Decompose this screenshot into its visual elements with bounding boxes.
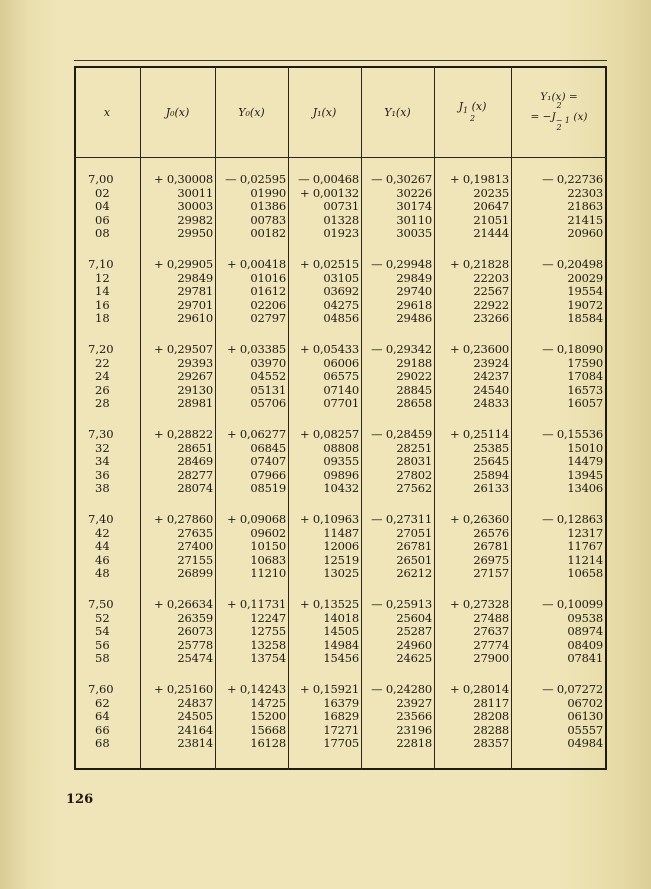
x-value-cell: 26 [95, 382, 110, 397]
j1-value-cell: 03105 [323, 270, 359, 285]
x-value-cell: 64 [95, 709, 110, 724]
jh-value-cell: 27637 [473, 624, 509, 639]
jh-value-cell: 20235 [473, 185, 509, 200]
x-value-cell: 06 [95, 212, 110, 227]
j0-value-cell: 27155 [177, 552, 213, 567]
y1-value-cell: 27802 [396, 467, 432, 482]
header-j1: J₁(x) [312, 105, 337, 119]
j0-value-cell: 24837 [177, 695, 213, 710]
yh-value-cell: 12317 [567, 525, 603, 540]
jh-value-cell: 21051 [473, 212, 509, 227]
y1-value-cell: 26501 [396, 552, 432, 567]
j0-value-cell: 27400 [177, 539, 213, 554]
j1-value-cell: 16829 [323, 709, 359, 724]
x-value-cell: 58 [95, 651, 110, 666]
y0-value-cell: 02206 [250, 297, 286, 312]
j0-value-cell: 30011 [177, 185, 213, 200]
j1-value-cell: 06006 [323, 355, 359, 370]
jh-value-cell: 28208 [473, 709, 509, 724]
y0-value-cell: 01612 [250, 284, 286, 299]
y0-value-cell: 05131 [250, 382, 286, 397]
jh-value-cell: 23924 [473, 355, 509, 370]
y0-value-cell: 10150 [250, 539, 286, 554]
yh-value-cell: 08974 [567, 624, 603, 639]
jh-value-cell: 28288 [473, 722, 509, 737]
jh-value-cell: 26975 [473, 552, 509, 567]
y1-value-cell: 22818 [396, 736, 432, 751]
y1-value-cell: 30110 [396, 212, 432, 227]
x-value-cell: 34 [95, 454, 110, 469]
y0-value-cell: 15200 [250, 709, 286, 724]
j1-value-cell: 03692 [323, 284, 359, 299]
x-value-cell: 52 [95, 610, 110, 625]
y0-value-cell: 07966 [250, 467, 286, 482]
j0-value-cell: + 0,29507 [153, 342, 213, 356]
x-value-cell: 08 [95, 226, 110, 241]
yh-value-cell: — 0,07272 [542, 682, 603, 696]
column-divider [288, 66, 289, 770]
y1-value-cell: 29740 [396, 284, 432, 299]
yh-value-cell: 06702 [567, 695, 603, 710]
j1-value-cell: 13025 [323, 566, 359, 581]
y1-value-cell: 23196 [396, 722, 432, 737]
j0-value-cell: 24164 [177, 722, 213, 737]
y1-value-cell: 28251 [396, 440, 432, 455]
j0-value-cell: 28981 [177, 396, 213, 411]
y0-value-cell: 03970 [250, 355, 286, 370]
jh-value-cell: 26781 [473, 539, 509, 554]
y1-value-cell: 25604 [396, 610, 432, 625]
jh-value-cell: 22567 [473, 284, 509, 299]
yh-value-cell: 15010 [567, 440, 603, 455]
y1-value-cell: — 0,29948 [371, 257, 432, 271]
yh-value-cell: 08409 [567, 637, 603, 652]
y1-value-cell: 27051 [396, 525, 432, 540]
jh-value-cell: 23266 [473, 311, 509, 326]
top-rule [74, 60, 607, 62]
j0-value-cell: 28651 [177, 440, 213, 455]
x-value-cell: 7,20 [88, 342, 114, 356]
y0-value-cell: 11210 [250, 566, 286, 581]
j1-value-cell: 14018 [323, 610, 359, 625]
j1-value-cell: 01328 [323, 212, 359, 227]
y1-value-cell: 29849 [396, 270, 432, 285]
column-divider [215, 66, 216, 770]
j1-value-cell: + 0,02515 [299, 257, 359, 271]
jh-value-cell: 26133 [473, 481, 509, 496]
jh-value-cell: 25894 [473, 467, 509, 482]
j1-value-cell: 04275 [323, 297, 359, 312]
j0-value-cell: + 0,26634 [153, 597, 213, 611]
j0-value-cell: + 0,25160 [153, 682, 213, 696]
jh-value-cell: + 0,25114 [449, 427, 509, 441]
x-value-cell: 7,50 [88, 597, 114, 611]
j0-value-cell: 29701 [177, 297, 213, 312]
y1-value-cell: — 0,27311 [371, 512, 432, 526]
x-value-cell: 56 [95, 637, 110, 652]
y0-value-cell: + 0,14243 [226, 682, 286, 696]
y1-value-cell: — 0,25913 [371, 597, 432, 611]
column-divider [511, 66, 512, 770]
j0-value-cell: + 0,28822 [153, 427, 213, 441]
j1-value-cell: 07701 [323, 396, 359, 411]
x-value-cell: 62 [95, 695, 110, 710]
y1-value-cell: 29188 [396, 355, 432, 370]
j1-value-cell: + 0,10963 [299, 512, 359, 526]
j0-value-cell: 29610 [177, 311, 213, 326]
jh-value-cell: 25645 [473, 454, 509, 469]
x-value-cell: 48 [95, 566, 110, 581]
y1-value-cell: — 0,24280 [371, 682, 432, 696]
y1-value-cell: 23927 [396, 695, 432, 710]
yh-value-cell: 21863 [567, 199, 603, 214]
j1-value-cell: + 0,15921 [299, 682, 359, 696]
j0-value-cell: 23814 [177, 736, 213, 751]
y0-value-cell: 12755 [250, 624, 286, 639]
x-value-cell: 16 [95, 297, 110, 312]
y1-value-cell: — 0,28459 [371, 427, 432, 441]
y0-value-cell: 05706 [250, 396, 286, 411]
y1-value-cell: 25287 [396, 624, 432, 639]
j1-value-cell: + 0,13525 [299, 597, 359, 611]
j0-value-cell: 28074 [177, 481, 213, 496]
jh-value-cell: 28357 [473, 736, 509, 751]
j0-value-cell: 29849 [177, 270, 213, 285]
x-value-cell: 7,60 [88, 682, 114, 696]
y0-value-cell: 12247 [250, 610, 286, 625]
y0-value-cell: 01386 [250, 199, 286, 214]
j1-value-cell: 17705 [323, 736, 359, 751]
x-value-cell: 02 [95, 185, 110, 200]
j0-value-cell: 29130 [177, 382, 213, 397]
j1-value-cell: 12519 [323, 552, 359, 567]
yh-value-cell: — 0,20498 [542, 257, 603, 271]
x-value-cell: 7,30 [88, 427, 114, 441]
yh-value-cell: 06130 [567, 709, 603, 724]
yh-value-cell: 05557 [567, 722, 603, 737]
jh-value-cell: 27157 [473, 566, 509, 581]
y0-value-cell: 01016 [250, 270, 286, 285]
j0-value-cell: 29982 [177, 212, 213, 227]
j0-value-cell: 26899 [177, 566, 213, 581]
y0-value-cell: 16128 [250, 736, 286, 751]
y0-value-cell: 09602 [250, 525, 286, 540]
yh-value-cell: 10658 [567, 566, 603, 581]
x-value-cell: 28 [95, 396, 110, 411]
j1-value-cell: 09896 [323, 467, 359, 482]
j1-value-cell: — 0,00468 [298, 172, 359, 186]
y0-value-cell: 06845 [250, 440, 286, 455]
x-value-cell: 36 [95, 467, 110, 482]
yh-value-cell: — 0,18090 [542, 342, 603, 356]
jh-value-cell: + 0,19813 [449, 172, 509, 186]
y1-value-cell: 27562 [396, 481, 432, 496]
header-y0: Y₀(x) [238, 105, 265, 119]
j0-value-cell: 28469 [177, 454, 213, 469]
y0-value-cell: 13258 [250, 637, 286, 652]
jh-value-cell: 24833 [473, 396, 509, 411]
jh-value-cell: + 0,27328 [449, 597, 509, 611]
column-divider [140, 66, 141, 770]
x-value-cell: 7,10 [88, 257, 114, 271]
j1-value-cell: 16379 [323, 695, 359, 710]
j0-value-cell: + 0,29905 [153, 257, 213, 271]
x-value-cell: 7,00 [88, 172, 114, 186]
jh-value-cell: 21444 [473, 226, 509, 241]
yh-value-cell: 13406 [567, 481, 603, 496]
jh-value-cell: 28117 [473, 695, 509, 710]
x-value-cell: 54 [95, 624, 110, 639]
x-value-cell: 38 [95, 481, 110, 496]
y0-value-cell: + 0,09068 [226, 512, 286, 526]
column-divider [434, 66, 435, 770]
yh-value-cell: 17084 [567, 369, 603, 384]
j0-value-cell: 30003 [177, 199, 213, 214]
jh-value-cell: + 0,21828 [449, 257, 509, 271]
jh-value-cell: 27900 [473, 651, 509, 666]
j0-value-cell: 28277 [177, 467, 213, 482]
y1-value-cell: 30226 [396, 185, 432, 200]
y1-value-cell: 29618 [396, 297, 432, 312]
x-value-cell: 14 [95, 284, 110, 299]
header-j0: J₀(x) [165, 105, 190, 119]
x-value-cell: 42 [95, 525, 110, 540]
yh-value-cell: 20029 [567, 270, 603, 285]
j0-value-cell: 29781 [177, 284, 213, 299]
y0-value-cell: + 0,11731 [226, 597, 286, 611]
yh-value-cell: 14479 [567, 454, 603, 469]
j0-value-cell: 26073 [177, 624, 213, 639]
x-value-cell: 32 [95, 440, 110, 455]
x-value-cell: 18 [95, 311, 110, 326]
yh-value-cell: 20960 [567, 226, 603, 241]
j1-value-cell: 06575 [323, 369, 359, 384]
yh-value-cell: 19072 [567, 297, 603, 312]
y0-value-cell: 00182 [250, 226, 286, 241]
x-value-cell: 44 [95, 539, 110, 554]
header-x: x [103, 105, 111, 119]
j1-value-cell: 12006 [323, 539, 359, 554]
jh-value-cell: 25385 [473, 440, 509, 455]
j0-value-cell: 25778 [177, 637, 213, 652]
jh-value-cell: + 0,23600 [449, 342, 509, 356]
y0-value-cell: 07407 [250, 454, 286, 469]
j1-value-cell: 07140 [323, 382, 359, 397]
yh-value-cell: — 0,15536 [542, 427, 603, 441]
yh-value-cell: 13945 [567, 467, 603, 482]
j0-value-cell: + 0,27860 [153, 512, 213, 526]
y0-value-cell: — 0,02595 [225, 172, 286, 186]
header-y-half: Y₁(x) = 2 = $-J_{- 1}$ (x) 2 [530, 91, 588, 133]
x-value-cell: 7,40 [88, 512, 114, 526]
yh-value-cell: 22303 [567, 185, 603, 200]
yh-value-cell: 16573 [567, 382, 603, 397]
j1-value-cell: 15456 [323, 651, 359, 666]
y0-value-cell: 02797 [250, 311, 286, 326]
yh-value-cell: — 0,22736 [542, 172, 603, 186]
j1-value-cell: 08808 [323, 440, 359, 455]
jh-value-cell: 22922 [473, 297, 509, 312]
yh-value-cell: 16057 [567, 396, 603, 411]
j0-value-cell: 29267 [177, 369, 213, 384]
y1-value-cell: 28845 [396, 382, 432, 397]
y1-value-cell: — 0,29342 [371, 342, 432, 356]
yh-value-cell: 07841 [567, 651, 603, 666]
j1-value-cell: 09355 [323, 454, 359, 469]
y0-value-cell: + 0,06277 [226, 427, 286, 441]
yh-value-cell: — 0,10099 [542, 597, 603, 611]
jh-value-cell: 26576 [473, 525, 509, 540]
header-rule [74, 157, 607, 158]
yh-value-cell: 11214 [567, 552, 603, 567]
jh-value-cell: + 0,28014 [449, 682, 509, 696]
y1-value-cell: 29486 [396, 311, 432, 326]
y0-value-cell: 08519 [250, 481, 286, 496]
j0-value-cell: 26359 [177, 610, 213, 625]
y1-value-cell: 30174 [396, 199, 432, 214]
x-value-cell: 24 [95, 369, 110, 384]
j1-value-cell: 11487 [323, 525, 359, 540]
y1-value-cell: 24625 [396, 651, 432, 666]
yh-value-cell: 17590 [567, 355, 603, 370]
j1-value-cell: 17271 [323, 722, 359, 737]
y1-value-cell: 30035 [396, 226, 432, 241]
jh-value-cell: 24237 [473, 369, 509, 384]
yh-value-cell: 11767 [567, 539, 603, 554]
y1-value-cell: 24960 [396, 637, 432, 652]
jh-value-cell: 22203 [473, 270, 509, 285]
y1-value-cell: 29022 [396, 369, 432, 384]
jh-value-cell: 20647 [473, 199, 509, 214]
j1-value-cell: 00731 [323, 199, 359, 214]
jh-value-cell: 27774 [473, 637, 509, 652]
j1-value-cell: 04856 [323, 311, 359, 326]
j1-value-cell: + 0,00132 [299, 185, 359, 200]
j0-value-cell: 24505 [177, 709, 213, 724]
j0-value-cell: + 0,30008 [153, 172, 213, 186]
y0-value-cell: + 0,00418 [226, 257, 286, 271]
yh-value-cell: 21415 [567, 212, 603, 227]
j1-value-cell: 01923 [323, 226, 359, 241]
x-value-cell: 66 [95, 722, 110, 737]
j1-value-cell: + 0,05433 [299, 342, 359, 356]
page-number: 126 [66, 792, 94, 807]
j1-value-cell: 14984 [323, 637, 359, 652]
x-value-cell: 12 [95, 270, 110, 285]
yh-value-cell: — 0,12863 [542, 512, 603, 526]
y0-value-cell: 14725 [250, 695, 286, 710]
x-value-cell: 04 [95, 199, 110, 214]
y1-value-cell: 26212 [396, 566, 432, 581]
j0-value-cell: 25474 [177, 651, 213, 666]
j1-value-cell: + 0,08257 [299, 427, 359, 441]
y1-value-cell: 28658 [396, 396, 432, 411]
yh-value-cell: 18584 [567, 311, 603, 326]
x-value-cell: 46 [95, 552, 110, 567]
y0-value-cell: 13754 [250, 651, 286, 666]
jh-value-cell: + 0,26360 [449, 512, 509, 526]
y0-value-cell: 15668 [250, 722, 286, 737]
j1-value-cell: 14505 [323, 624, 359, 639]
header-y1: Y₁(x) [384, 105, 411, 119]
y1-value-cell: 23566 [396, 709, 432, 724]
jh-value-cell: 27488 [473, 610, 509, 625]
y0-value-cell: 04552 [250, 369, 286, 384]
y1-value-cell: 26781 [396, 539, 432, 554]
jh-value-cell: 24540 [473, 382, 509, 397]
yh-value-cell: 04984 [567, 736, 603, 751]
j0-value-cell: 29393 [177, 355, 213, 370]
y1-value-cell: 28031 [396, 454, 432, 469]
x-value-cell: 68 [95, 736, 110, 751]
header-j-half: $J_1$ (x) 2 [458, 100, 487, 123]
y0-value-cell: 01990 [250, 185, 286, 200]
j1-value-cell: 10432 [323, 481, 359, 496]
y0-value-cell: + 0,03385 [226, 342, 286, 356]
y0-value-cell: 00783 [250, 212, 286, 227]
y1-value-cell: — 0,30267 [371, 172, 432, 186]
j0-value-cell: 27635 [177, 525, 213, 540]
j0-value-cell: 29950 [177, 226, 213, 241]
yh-value-cell: 09538 [567, 610, 603, 625]
column-divider [361, 66, 362, 770]
yh-value-cell: 19554 [567, 284, 603, 299]
x-value-cell: 22 [95, 355, 110, 370]
y0-value-cell: 10683 [250, 552, 286, 567]
